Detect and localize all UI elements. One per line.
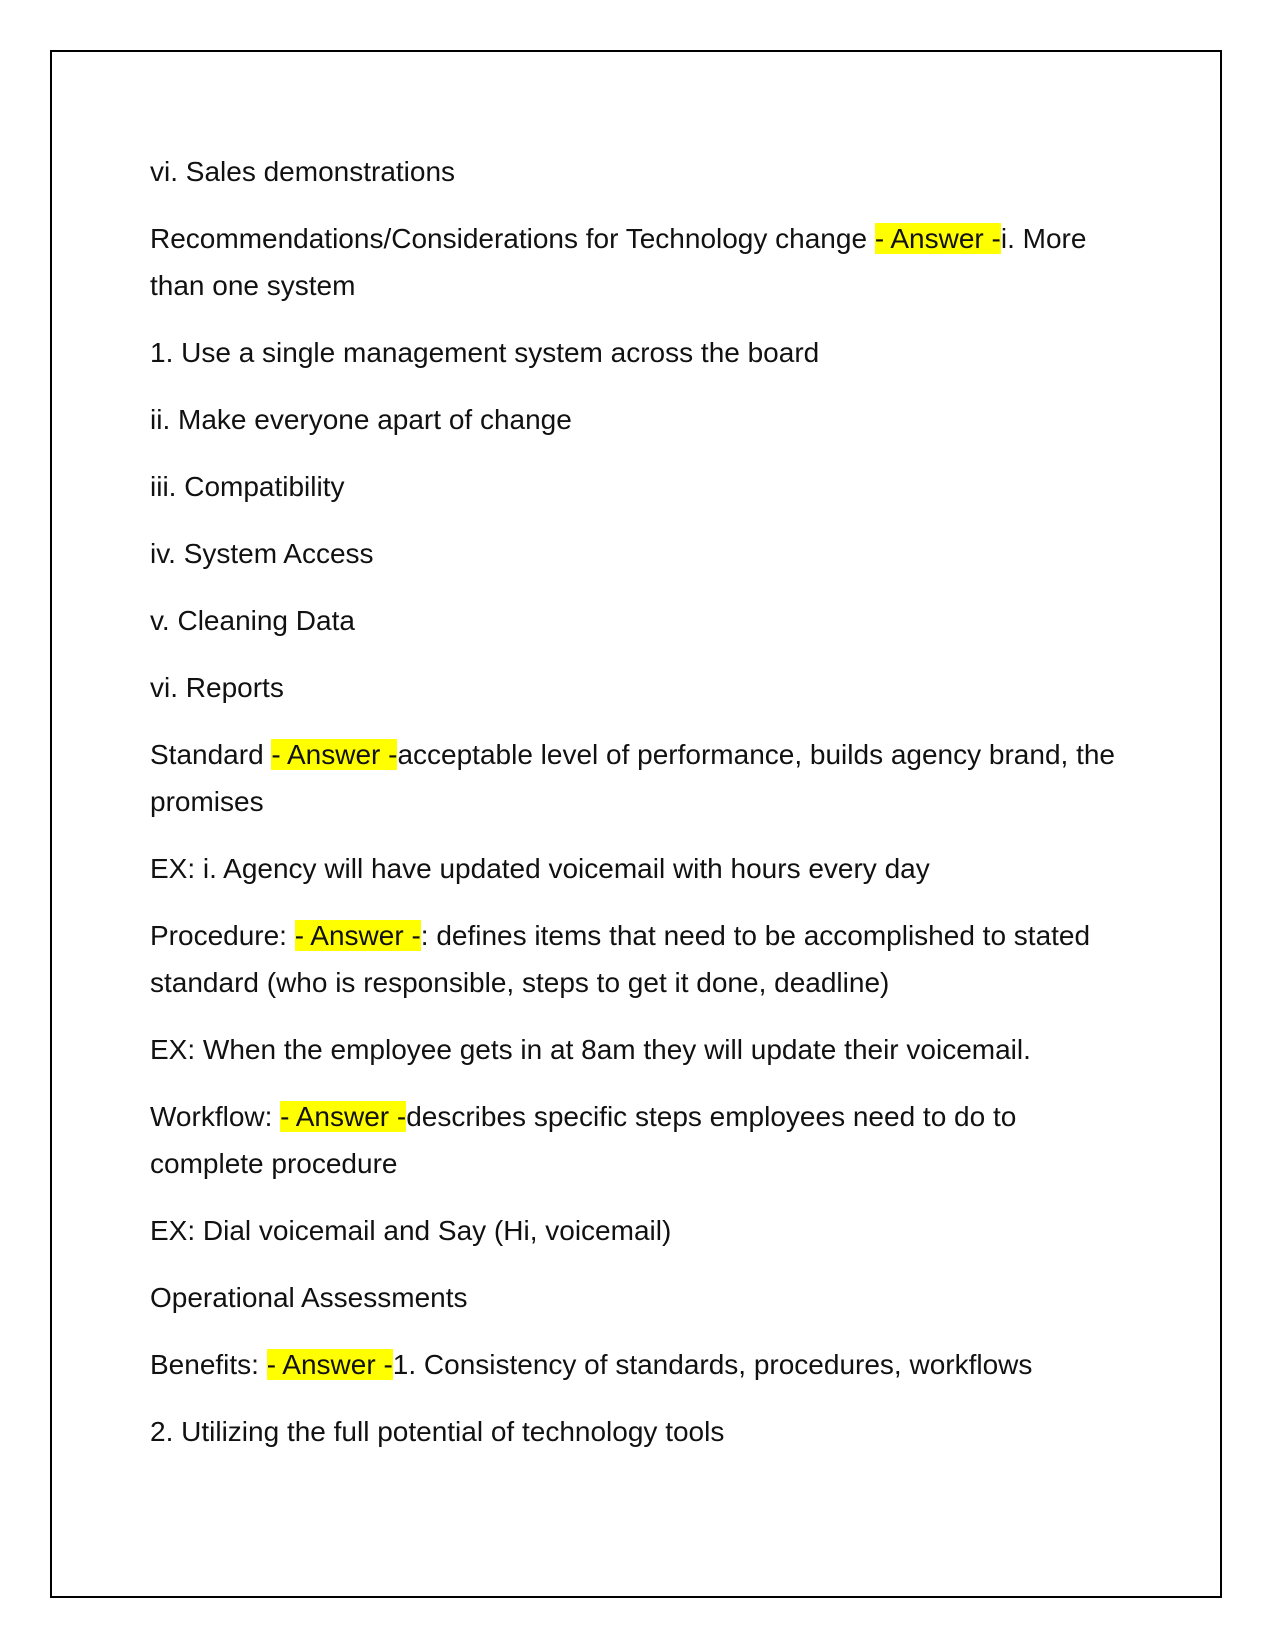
paragraph-lead-text: Recommendations/Considerations for Technology change [150, 223, 875, 254]
paragraph-lead-text: Benefits: [150, 1349, 267, 1380]
paragraph-compatibility: iii. Compatibility [150, 471, 345, 502]
paragraph-make-everyone: ii. Make everyone apart of change [150, 404, 572, 435]
paragraph-example-employee: EX: When the employee gets in at 8am they will update their voicemail. [150, 1034, 1031, 1065]
paragraph-lead-text: Standard [150, 739, 272, 770]
paragraph-reports: vi. Reports [150, 672, 284, 703]
paragraph-answer-text: 1. Consistency of standards, procedures, workflows [392, 1349, 1033, 1380]
paragraph-workflow [150, 1093, 1130, 1187]
paragraph-lead-text: Workflow: [150, 1101, 281, 1132]
paragraph-standard [150, 731, 1130, 825]
paragraph-cleaning-data: v. Cleaning Data [150, 605, 355, 636]
paragraph-lead-text: Procedure: [150, 920, 295, 951]
answer-highlight: - Answer - [280, 1101, 407, 1132]
paragraph-answer-text: describes specific steps employees need to do to complete procedure [150, 1101, 1017, 1179]
answer-highlight: - Answer - [271, 739, 398, 770]
paragraph-example-voicemail-hours: EX: i. Agency will have updated voicemail with hours every day [150, 853, 930, 884]
paragraph-utilizing-tools: 2. Utilizing the full potential of technology tools [150, 1416, 725, 1447]
paragraph-answer-text: : defines items that need to be accomplished to stated standard (who is responsible, steps to get it done, deadline) [150, 920, 1091, 998]
paragraph-operational-assessments: Operational Assessments [150, 1282, 468, 1313]
paragraph-sales-demonstrations: vi. Sales demonstrations [150, 156, 456, 187]
paragraph-single-system: 1. Use a single management system across the board [150, 337, 820, 368]
paragraph-benefits [150, 1341, 1130, 1388]
paragraph-example-dial: EX: Dial voicemail and Say (Hi, voicemail) [150, 1215, 672, 1246]
paragraph-procedure [150, 912, 1130, 1006]
answer-highlight: - Answer - [874, 223, 1001, 254]
paragraph-technology-change [150, 215, 1130, 309]
answer-highlight: - Answer - [294, 920, 421, 951]
paragraph-answer-text: acceptable level of performance, builds agency brand, the promises [150, 739, 1116, 817]
paragraph-system-access: iv. System Access [150, 538, 374, 569]
document-body [150, 148, 1130, 1475]
paragraph-answer-text: i. More than one system [150, 223, 1087, 301]
answer-highlight: - Answer - [266, 1349, 393, 1380]
